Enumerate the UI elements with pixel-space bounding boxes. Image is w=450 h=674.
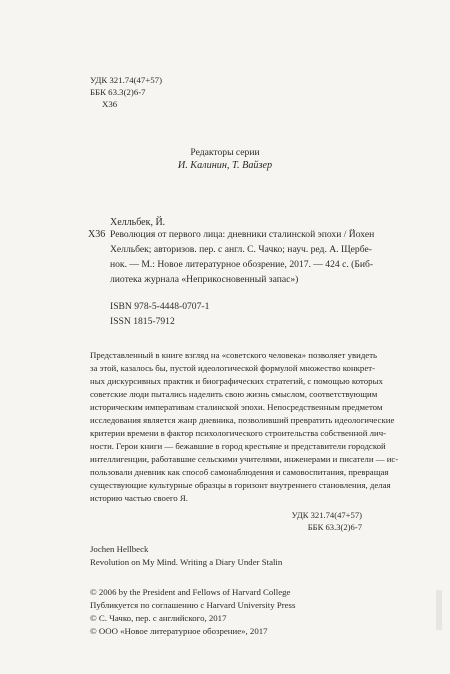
abstract-line: советские люди пытались наделить свою жизнь смыслом, соответствующим (90, 389, 378, 399)
copyright-line: © С. Чачко, пер. с английского, 2017 (90, 613, 227, 623)
abstract-line: ности. Герои книги — бежавшие в город крестьяне и представители городской (90, 441, 386, 451)
abstract-line: за этой, казалось бы, пустой идеологической формулой множество конкрет- (90, 363, 376, 373)
original-author: Jochen Hellbeck (90, 544, 149, 554)
abstract-line: ных дискурсивных практик и биографических стратегий, с помощью которых (90, 376, 383, 386)
udk-code-top: УДК 321.74(47+57) (90, 75, 163, 85)
bbk-code-top: ББК 63.3(2)6-7 (90, 87, 146, 97)
copyright-line: Публикуется по соглашению с Harvard University Press (90, 600, 296, 610)
abstract-line: исследования является жанр дневника, позволивший превратить идеологические (90, 415, 395, 425)
abstract-line: пользовали дневник как способ самонаблюдения и самовоспитания, превращая (90, 467, 389, 477)
series-editors-label: Редакторы серии (190, 147, 260, 158)
abstract-line: интеллигенции, работавшие сельскими учителями, инженерами и писатели — ис- (90, 454, 399, 464)
abstract-line: историю частью своего Я. (90, 493, 188, 503)
issn: ISSN 1815-7912 (110, 316, 175, 327)
abstract-line: критерии времени в фактор психологического строительства собственной лич- (90, 428, 387, 438)
catalog-description-line: лиотека журнала «Неприкосновенный запас») (110, 274, 299, 285)
catalog-description-line: нок. — М.: Новое литературное обозрение, 2017. — 424 с. (Биб- (110, 259, 374, 270)
catalog-description-line: Хелльбек; авторизов. пер. с англ. С. Чачко; науч. ред. А. Щербе- (110, 244, 372, 255)
isbn: ISBN 978-5-4448-0707-1 (110, 301, 210, 312)
author-mark-top: Х36 (102, 99, 118, 109)
copyright-line: © ООО «Новое литературное обозрение», 2017 (90, 626, 268, 636)
abstract-line: Представленный в книге взгляд на «советского человека» позволяет увидеть (90, 350, 378, 360)
original-title: Revolution on My Mind. Writing a Diary Under Stalin (90, 557, 283, 567)
abstract-line: существующие культурные образцы в горизонт внутреннего становления, делая (90, 480, 391, 490)
copyright-line: © 2006 by the President and Fellows of Harvard College (90, 587, 291, 597)
abstract-line: историческим императивам сталинской эпохи. Непосредственным предметом (90, 402, 383, 412)
bbk-code-bottom: ББК 63.3(2)6-7 (307, 522, 362, 532)
catalog-description-line: Революция от первого лица: дневники сталинской эпохи / Йохен (110, 229, 375, 240)
udk-code-bottom: УДК 321.74(47+57) (291, 510, 362, 520)
catalog-author: Хелльбек, Й. (110, 217, 166, 228)
catalog-author-mark: Х36 (88, 229, 106, 240)
series-editors-names: И. Калинин, Т. Вайзер (177, 160, 273, 171)
page-edge-shadow (436, 590, 442, 630)
